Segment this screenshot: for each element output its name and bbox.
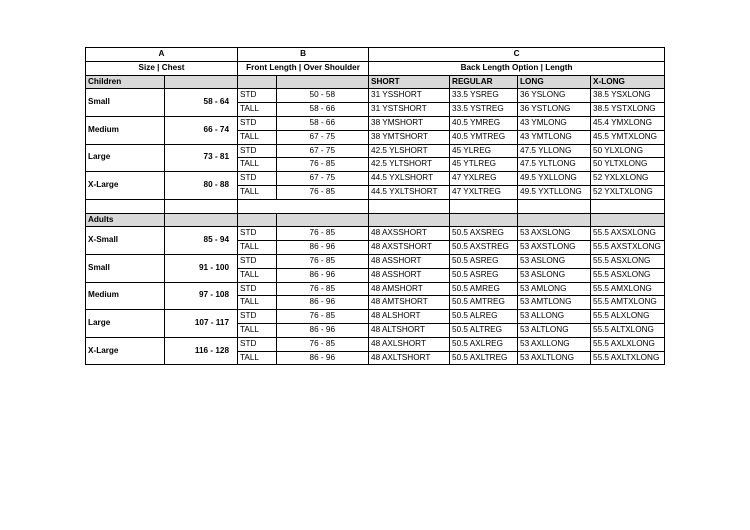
empty-cell [450,199,518,213]
column-letter-row [86,48,665,62]
back-long: 53 AMTLONG [518,296,591,310]
empty-cell [518,199,591,213]
back-length-column-header: REGULAR [450,75,518,89]
table-row [86,337,665,351]
back-xlong: 55.5 AXLXLONG [591,337,665,351]
back-regular: 45 YLREG [450,144,518,158]
fit-type: STD [238,172,277,186]
fit-type: STD [238,337,277,351]
back-long: 53 AXSTLONG [518,241,591,255]
fit-type: TALL [238,323,277,337]
front-length: 76 - 85 [277,282,369,296]
back-short: 48 ALSHORT [369,310,450,324]
chest-range: 91 - 100 [165,254,238,282]
fit-type: TALL [238,185,277,199]
back-regular: 50.5 AXSREG [450,227,518,241]
empty-cell [165,75,238,89]
back-short: 38 YMTSHORT [369,130,450,144]
back-xlong: 55.5 AXSXLONG [591,227,665,241]
back-regular: 47 YXLREG [450,172,518,186]
chest-range: 85 - 94 [165,227,238,255]
back-regular: 40.5 YMREG [450,116,518,130]
back-xlong: 55.5 ALXLONG [591,310,665,324]
column-b-header: B [238,48,369,62]
fit-type: STD [238,254,277,268]
back-xlong: 55.5 AXSTXLONG [591,241,665,255]
fit-type: TALL [238,130,277,144]
front-length: 86 - 96 [277,351,369,365]
column-a-header: A [86,48,238,62]
column-c-header: C [369,48,665,62]
back-regular: 50.5 ASREG [450,254,518,268]
back-length-column-header [450,213,518,227]
back-xlong: 50 YLXLONG [591,144,665,158]
empty-cell [165,213,238,227]
empty-cell [369,199,450,213]
empty-cell [86,199,165,213]
back-long: 53 AXLTLONG [518,351,591,365]
table-row [86,227,665,241]
chest-range: 73 - 81 [165,144,238,172]
back-regular: 50.5 ASREG [450,268,518,282]
back-regular: 50.5 AMREG [450,282,518,296]
table-row [86,116,665,130]
size-name: X-Large [86,172,165,200]
fit-type: STD [238,89,277,103]
fit-type: TALL [238,296,277,310]
front-length: 58 - 66 [277,103,369,117]
back-short: 42.5 YLSHORT [369,144,450,158]
section-label: Adults [86,213,165,227]
back-long: 53 ALLONG [518,310,591,324]
back-long: 53 ASLONG [518,254,591,268]
back-length-column-header: LONG [518,75,591,89]
back-short: 42.5 YLTSHORT [369,158,450,172]
back-short: 44.5 YXLSHORT [369,172,450,186]
front-length: 67 - 75 [277,172,369,186]
back-length-column-header [591,213,665,227]
back-length-header: Back Length Option | Length [369,61,665,75]
front-length: 50 - 58 [277,89,369,103]
fit-type: TALL [238,268,277,282]
back-xlong: 45.5 YMTXLONG [591,130,665,144]
front-length: 86 - 96 [277,296,369,310]
back-xlong: 55.5 AMTXLONG [591,296,665,310]
front-length: 86 - 96 [277,268,369,282]
back-length-column-header: SHORT [369,75,450,89]
back-long: 43 YMTLONG [518,130,591,144]
fit-type: TALL [238,158,277,172]
back-long: 36 YSTLONG [518,103,591,117]
back-xlong: 52 YXLTXLONG [591,185,665,199]
back-short: 48 AMTSHORT [369,296,450,310]
back-short: 48 ASSHORT [369,268,450,282]
back-regular: 33.5 YSREG [450,89,518,103]
empty-cell [165,199,238,213]
back-long: 49.5 YXTLLONG [518,185,591,199]
front-length: 76 - 85 [277,254,369,268]
size-name: Large [86,144,165,172]
back-short: 48 AXSSHORT [369,227,450,241]
back-xlong: 55.5 AMXLONG [591,282,665,296]
size-name: Large [86,310,165,338]
empty-cell [238,199,369,213]
back-regular: 50.5 AXLREG [450,337,518,351]
back-long: 47.5 YLLONG [518,144,591,158]
back-long: 53 ALTLONG [518,323,591,337]
size-chart-table [85,47,665,365]
table-row [86,144,665,158]
size-name: Medium [86,116,165,144]
back-length-column-header [518,213,591,227]
back-xlong: 52 YXLXLONG [591,172,665,186]
children-section-header [86,75,665,89]
size-name: X-Small [86,227,165,255]
back-xlong: 38.5 YSTXLONG [591,103,665,117]
back-length-column-header: X-LONG [591,75,665,89]
fit-type: STD [238,144,277,158]
back-short: 48 ALTSHORT [369,323,450,337]
size-name: Small [86,254,165,282]
back-regular: 50.5 AXLTREG [450,351,518,365]
front-length: 76 - 85 [277,227,369,241]
front-length: 76 - 85 [277,337,369,351]
spacer-row [86,199,665,213]
fit-type: STD [238,282,277,296]
section-label: Children [86,75,165,89]
back-regular: 50.5 ALREG [450,310,518,324]
back-xlong: 45.4 YMXLONG [591,116,665,130]
empty-cell [591,199,665,213]
chest-range: 58 - 64 [165,89,238,117]
empty-cell [277,213,369,227]
table-row [86,310,665,324]
table-row [86,254,665,268]
back-long: 53 AMLONG [518,282,591,296]
back-regular: 45 YTLREG [450,158,518,172]
front-length: 58 - 66 [277,116,369,130]
front-length: 76 - 85 [277,158,369,172]
size-name: Medium [86,282,165,310]
subheader-row [86,61,665,75]
back-short: 44.5 YXLTSHORT [369,185,450,199]
empty-cell [238,75,277,89]
back-regular: 50.5 AXSTREG [450,241,518,255]
back-long: 53 AXSLONG [518,227,591,241]
chest-range: 97 - 108 [165,282,238,310]
adults-section-header [86,213,665,227]
fit-type: STD [238,116,277,130]
back-long: 47.5 YLTLONG [518,158,591,172]
fit-type: TALL [238,351,277,365]
chest-range: 107 - 117 [165,310,238,338]
back-xlong: 50 YLTXLONG [591,158,665,172]
front-length: 67 - 75 [277,130,369,144]
front-length: 76 - 85 [277,310,369,324]
table-row [86,89,665,103]
front-length: 86 - 96 [277,241,369,255]
back-long: 53 ASLONG [518,268,591,282]
back-short: 48 AMSHORT [369,282,450,296]
front-length-header: Front Length | Over Shoulder [238,61,369,75]
size-name: X-Large [86,337,165,365]
back-short: 31 YSSHORT [369,89,450,103]
back-xlong: 38.5 YSXLONG [591,89,665,103]
back-long: 53 AXLLONG [518,337,591,351]
table-row [86,282,665,296]
back-short: 38 YMSHORT [369,116,450,130]
fit-type: TALL [238,103,277,117]
chest-range: 80 - 88 [165,172,238,200]
back-regular: 33.5 YSTREG [450,103,518,117]
back-regular: 40.5 YMTREG [450,130,518,144]
back-xlong: 55.5 AXLTXLONG [591,351,665,365]
fit-type: TALL [238,241,277,255]
back-long: 49.5 YXLLONG [518,172,591,186]
fit-type: STD [238,310,277,324]
table-row [86,172,665,186]
back-short: 48 ASSHORT [369,254,450,268]
back-xlong: 55.5 ALTXLONG [591,323,665,337]
chest-range: 116 - 128 [165,337,238,365]
empty-cell [277,75,369,89]
front-length: 67 - 75 [277,144,369,158]
size-chest-header: Size | Chest [86,61,238,75]
empty-cell [238,213,277,227]
back-long: 36 YSLONG [518,89,591,103]
front-length: 86 - 96 [277,323,369,337]
back-regular: 50.5 ALTREG [450,323,518,337]
back-short: 48 AXSTSHORT [369,241,450,255]
back-short: 31 YSTSHORT [369,103,450,117]
back-regular: 50.5 AMTREG [450,296,518,310]
back-short: 48 AXLSHORT [369,337,450,351]
size-name: Small [86,89,165,117]
back-short: 48 AXLTSHORT [369,351,450,365]
chest-range: 66 - 74 [165,116,238,144]
front-length: 76 - 85 [277,185,369,199]
back-xlong: 55.5 ASXLONG [591,268,665,282]
back-long: 43 YMLONG [518,116,591,130]
back-xlong: 55.5 ASXLONG [591,254,665,268]
back-length-column-header [369,213,450,227]
back-regular: 47 YXLTREG [450,185,518,199]
fit-type: STD [238,227,277,241]
